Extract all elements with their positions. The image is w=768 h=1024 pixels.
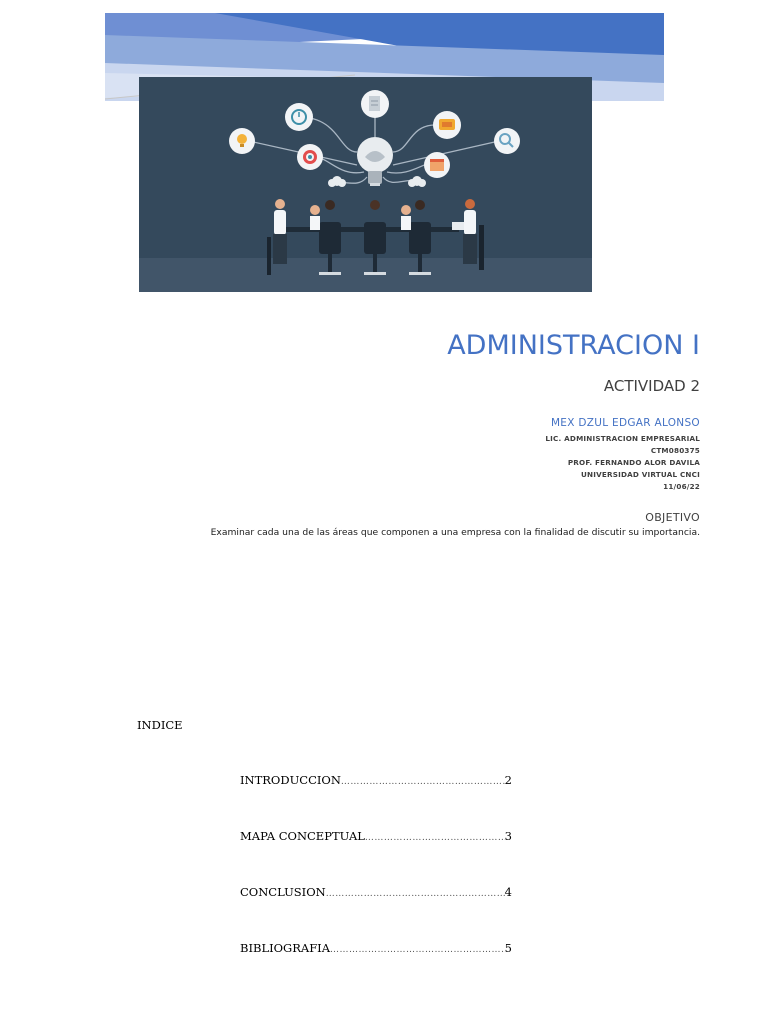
meeting-illustration bbox=[139, 77, 592, 292]
toc-label: INTRODUCCION bbox=[240, 773, 341, 787]
toc-item-conclusion bbox=[240, 885, 512, 899]
author-name: MEX DZUL EDGAR ALONSO bbox=[550, 417, 700, 429]
calendar-icon bbox=[424, 152, 450, 178]
objective-text: Examinar cada una de las áreas que componen a una empresa con la finalidad de discutir su importancia. bbox=[210, 527, 700, 538]
university-name: UNIVERSIDAD VIRTUAL CNCI bbox=[580, 470, 700, 479]
toc-label: BIBLIOGRAFIA bbox=[240, 941, 331, 955]
toc-item-mapa-conceptual bbox=[240, 829, 512, 843]
document-date: 11/06/22 bbox=[663, 482, 700, 491]
idea-icon bbox=[229, 128, 255, 154]
toc-leader bbox=[365, 833, 505, 843]
search-icon bbox=[494, 128, 520, 154]
toc-label: MAPA CONCEPTUAL bbox=[240, 829, 365, 843]
degree-program: LIC. ADMINISTRACION EMPRESARIAL bbox=[545, 434, 700, 443]
money-icon bbox=[433, 111, 461, 139]
student-id: CTM080375 bbox=[650, 446, 700, 455]
index-heading: INDICE bbox=[137, 718, 183, 732]
toc-item-bibliografia bbox=[240, 941, 512, 955]
document-subtitle: ACTIVIDAD 2 bbox=[603, 377, 700, 395]
toc-leader bbox=[326, 889, 505, 899]
toc-item-introduccion bbox=[240, 773, 512, 787]
toc-leader bbox=[330, 945, 505, 955]
toc-page: 4 bbox=[504, 885, 512, 899]
toc-page: 5 bbox=[504, 941, 512, 955]
professor-name: PROF. FERNANDO ALOR DAVILA bbox=[567, 458, 700, 467]
document-icon bbox=[361, 90, 389, 118]
objective-heading: OBJETIVO bbox=[645, 511, 700, 524]
document-title: ADMINISTRACION I bbox=[447, 330, 700, 361]
toc-label: CONCLUSION bbox=[240, 885, 326, 899]
target-icon bbox=[297, 144, 323, 170]
toc-leader bbox=[341, 777, 505, 787]
toc-page: 2 bbox=[504, 773, 512, 787]
toc-page: 3 bbox=[504, 829, 512, 843]
clock-icon bbox=[285, 103, 313, 131]
